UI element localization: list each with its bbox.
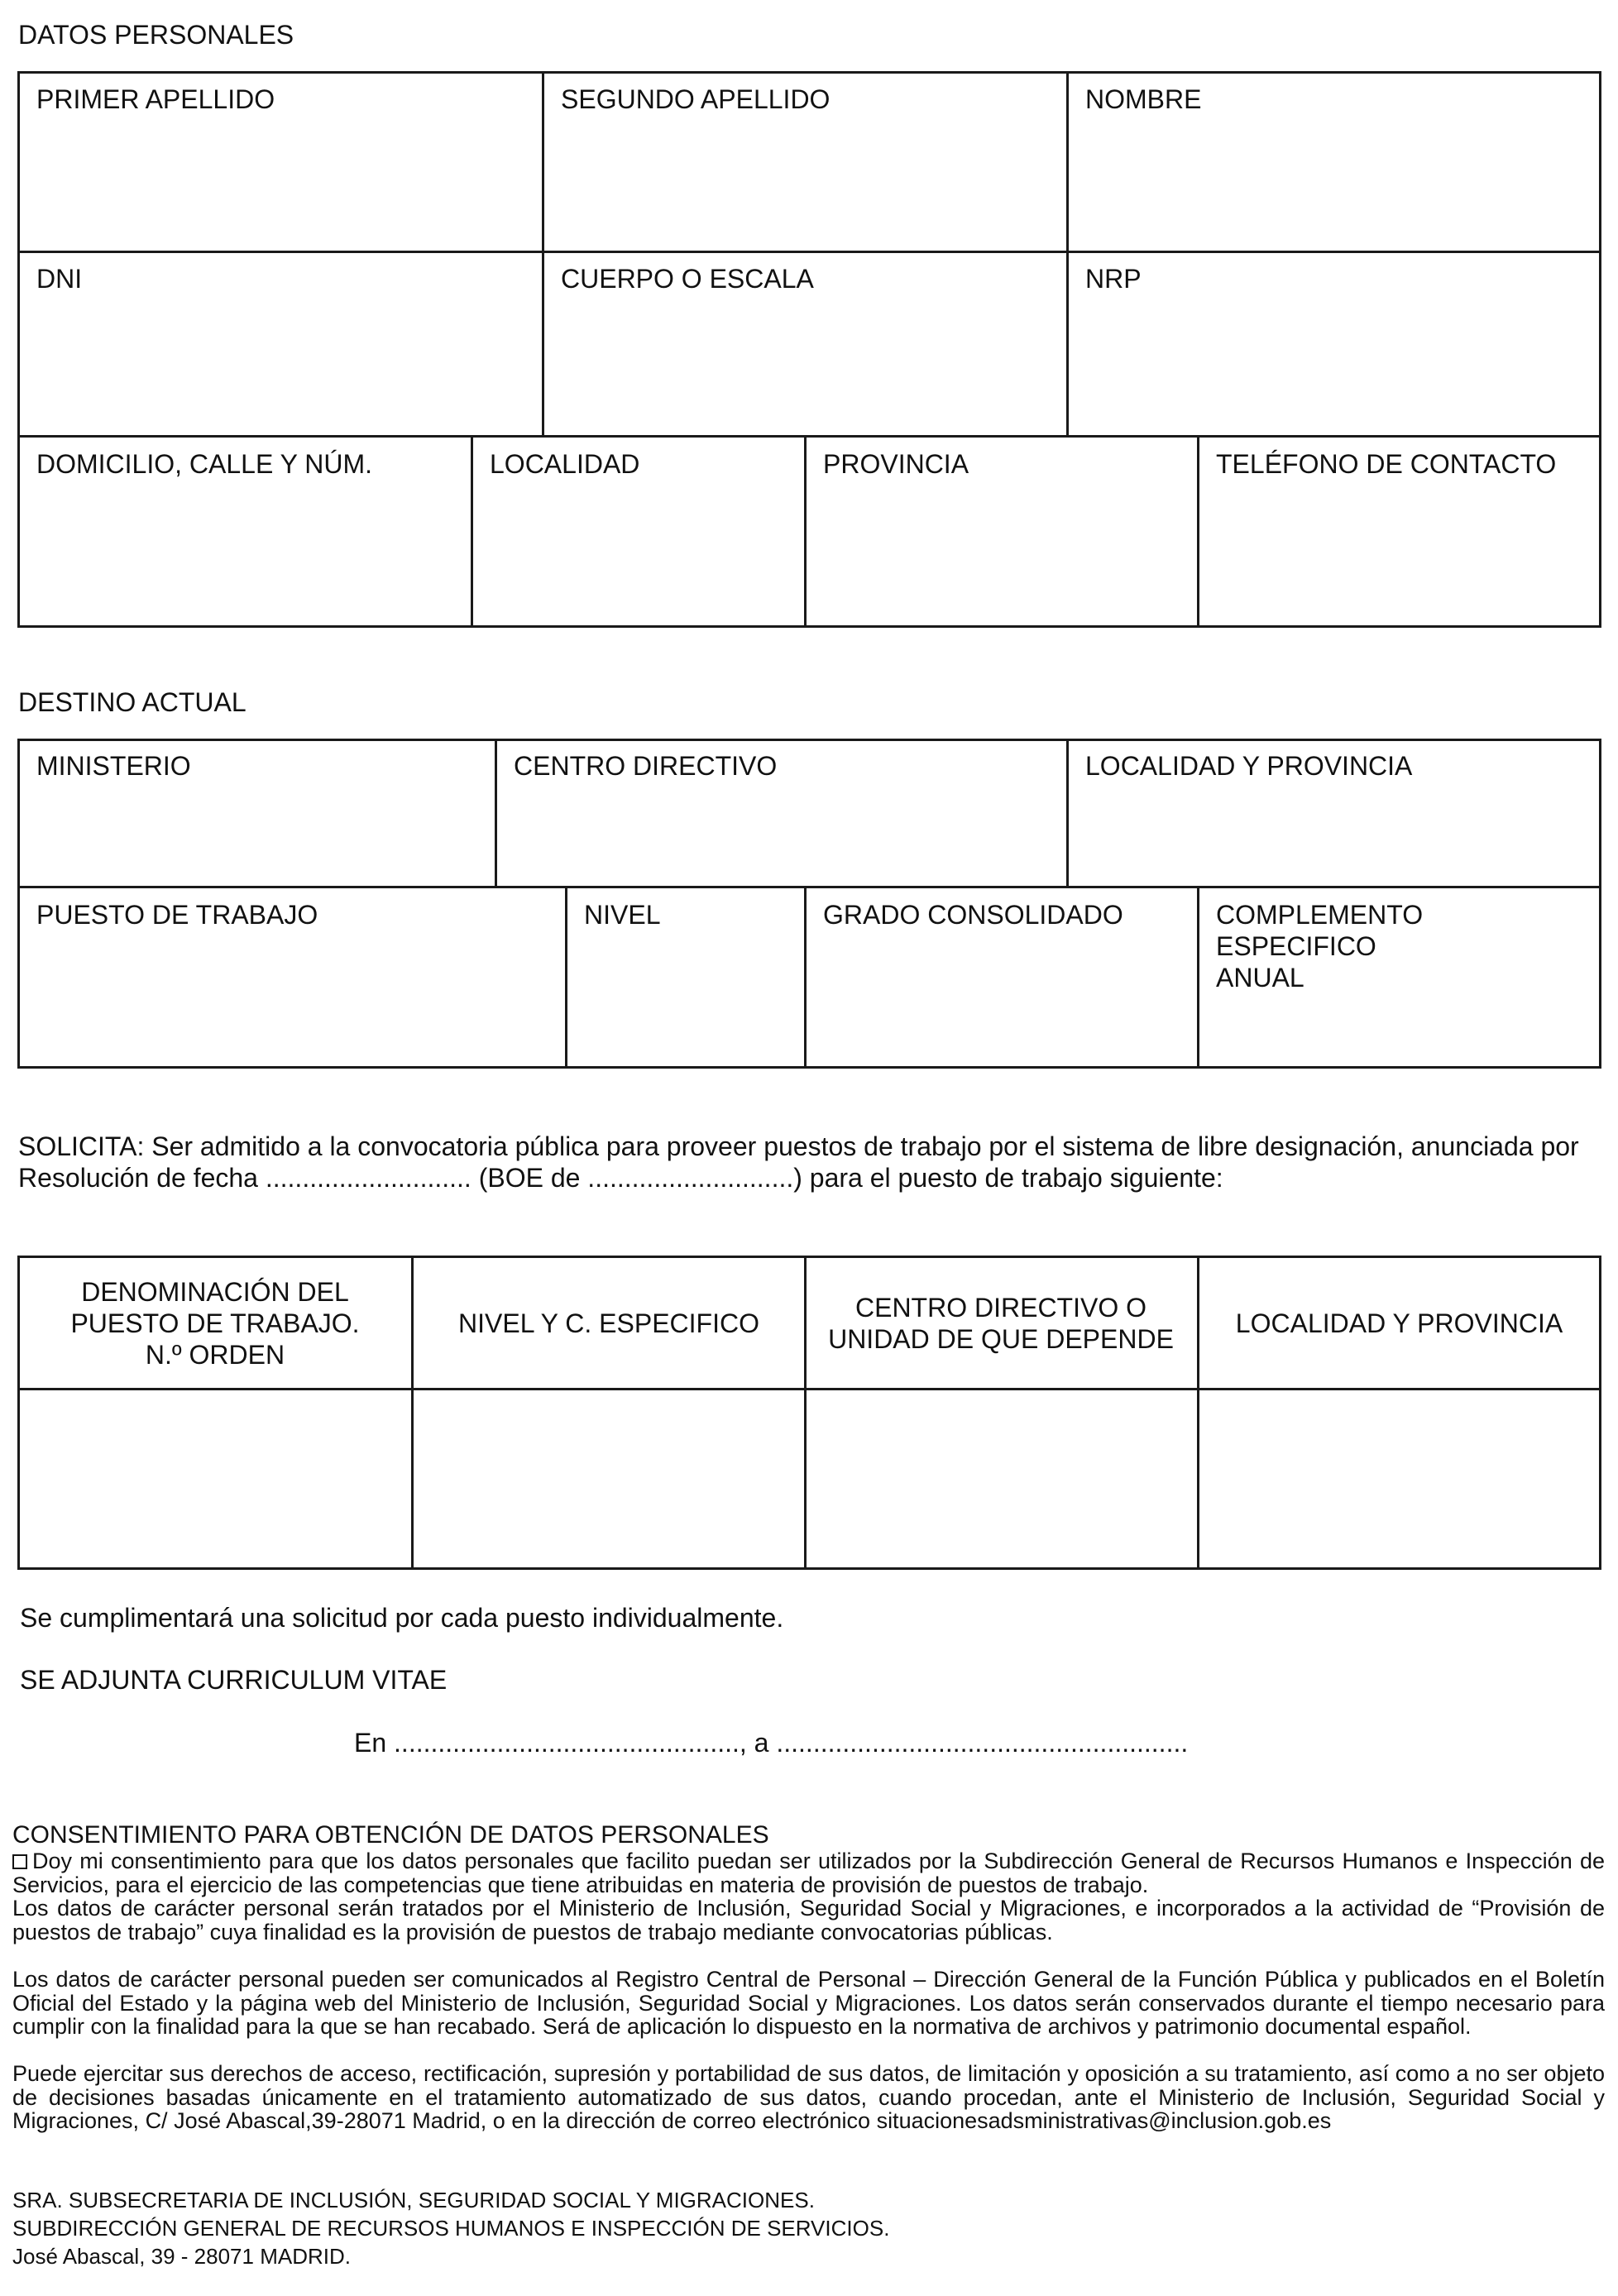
header-centro-directivo: CENTRO DIRECTIVO O UNIDAD DE QUE DEPENDE xyxy=(828,1292,1174,1354)
row-divider xyxy=(17,251,1601,253)
field-telefono[interactable]: TELÉFONO DE CONTACTO xyxy=(1216,449,1557,479)
section-title-destino-actual: DESTINO ACTUAL xyxy=(18,687,247,717)
lugar-fecha-line[interactable]: En ..............................................., a ........................................................ xyxy=(354,1728,1189,1758)
field-puesto-trabajo[interactable]: PUESTO DE TRABAJO xyxy=(36,900,318,930)
consent-checkbox-text: Doy mi consentimiento para que los datos personales que facilito puedan ser utilizados por la Subdirección General de Recursos Humanos e Inspección de Servicios, para el ejercicio de las competencias que tiene atribuidas en materia de provisión de puestos de trabajo. xyxy=(12,1849,1605,1897)
col-divider xyxy=(542,71,544,437)
header-localidad-provincia: LOCALIDAD Y PROVINCIA xyxy=(1235,1308,1563,1338)
consent-paragraph-2: Los datos de carácter personal pueden ser comunicados al Registro Central de Personal – Dirección General de la Función Pública y publicados en el Boletín Oficial del Estado y la página web del Ministerio de Inclusión, Seguridad Social y Migraciones. Los datos serán conservados durante el tiempo necesario para cumplir con la finalidad para la que se han recabado. Será de aplicación lo dispuesto en la normativa de archivos y patrimonio documental español. xyxy=(12,1967,1605,2039)
consent-checkbox-row xyxy=(12,1849,1605,1897)
field-dni[interactable]: DNI xyxy=(36,264,83,294)
col-divider xyxy=(804,886,807,1069)
field-provincia[interactable]: PROVINCIA xyxy=(823,449,969,479)
col-divider xyxy=(565,886,567,1069)
header-nivel: NIVEL Y C. ESPECIFICO xyxy=(458,1308,759,1338)
solicita-text: SOLICITA: Ser admitido a la convocatoria pública para proveer puestos de trabajo por el sistema de libre designación, anunciada por Resolución de fecha ............................ (BOE de ............................) para el puesto de trabajo siguiente: xyxy=(18,1131,1579,1193)
field-nrp[interactable]: NRP xyxy=(1085,264,1142,294)
col-divider xyxy=(804,435,807,628)
col-divider xyxy=(1197,886,1199,1069)
consentimiento-title: CONSENTIMIENTO PARA OBTENCIÓN DE DATOS PERSONALES xyxy=(12,1821,769,1849)
col-divider xyxy=(1066,739,1069,887)
section-title-datos-personales: DATOS PERSONALES xyxy=(18,20,294,50)
field-centro-directivo[interactable]: CENTRO DIRECTIVO xyxy=(514,751,778,781)
field-domicilio[interactable]: DOMICILIO, CALLE Y NÚM. xyxy=(36,449,373,479)
note-una-solicitud: Se cumplimentará una solicitud por cada puesto individualmente. xyxy=(20,1603,784,1633)
datos-personales-table xyxy=(17,71,1601,628)
col-divider xyxy=(1066,71,1069,437)
field-nivel[interactable]: NIVEL xyxy=(584,900,661,930)
field-grado-consolidado[interactable]: GRADO CONSOLIDADO xyxy=(823,900,1123,930)
header-denominacion: DENOMINACIÓN DEL PUESTO DE TRABAJO. N.º ORDEN xyxy=(70,1276,360,1370)
row-divider xyxy=(17,435,1601,438)
col-divider xyxy=(495,739,497,887)
field-complemento-especifico[interactable]: COMPLEMENTO ESPECIFICO ANUAL xyxy=(1216,900,1424,993)
cell-centro-directivo[interactable] xyxy=(807,1390,1197,1567)
cell-localidad-provincia[interactable] xyxy=(1199,1390,1599,1567)
destinatario-line-1: SRA. SUBSECRETARIA DE INCLUSIÓN, SEGURIDAD SOCIAL Y MIGRACIONES. xyxy=(12,2188,815,2212)
col-divider xyxy=(1197,435,1199,628)
destinatario-line-3: José Abascal, 39 - 28071 MADRID. xyxy=(12,2244,351,2269)
cell-denominacion[interactable] xyxy=(20,1390,411,1567)
note-curriculum: SE ADJUNTA CURRICULUM VITAE xyxy=(20,1665,448,1695)
field-primer-apellido[interactable]: PRIMER APELLIDO xyxy=(36,84,275,114)
consent-checkbox[interactable] xyxy=(12,1854,27,1869)
field-localidad[interactable]: LOCALIDAD xyxy=(490,449,640,479)
field-ministerio[interactable]: MINISTERIO xyxy=(36,751,191,781)
field-localidad-provincia[interactable]: LOCALIDAD Y PROVINCIA xyxy=(1085,751,1413,781)
cell-nivel[interactable] xyxy=(414,1390,804,1567)
consent-paragraph-3: Puede ejercitar sus derechos de acceso, rectificación, supresión y portabilidad de sus datos, de limitación y oposición a su tratamiento, así como a no ser objeto de decisiones basadas únicamente en el tratamiento automatizado de sus datos, cuando procedan, ante el Ministerio de Inclusión, Seguridad Social y Migraciones, C/ José Abascal,39-28071 Madrid, o en la dirección de correo electrónico situacionesadsministrativas@inclusion.gob.es xyxy=(12,2061,1605,2133)
destinatario-line-2: SUBDIRECCIÓN GENERAL DE RECURSOS HUMANOS E INSPECCIÓN DE SERVICIOS. xyxy=(12,2216,890,2241)
col-divider xyxy=(471,435,473,628)
field-cuerpo-escala[interactable]: CUERPO O ESCALA xyxy=(561,264,814,294)
field-segundo-apellido[interactable]: SEGUNDO APELLIDO xyxy=(561,84,831,114)
row-divider xyxy=(17,886,1601,888)
consent-paragraph-1: Los datos de carácter personal serán tratados por el Ministerio de Inclusión, Seguridad Social y Migraciones, e incorporados a la actividad de “Provisión de puestos de trabajo” cuya finalidad es la provisión de puestos de trabajo mediante convocatorias públicas. xyxy=(12,1896,1605,1944)
field-nombre[interactable]: NOMBRE xyxy=(1085,84,1202,114)
